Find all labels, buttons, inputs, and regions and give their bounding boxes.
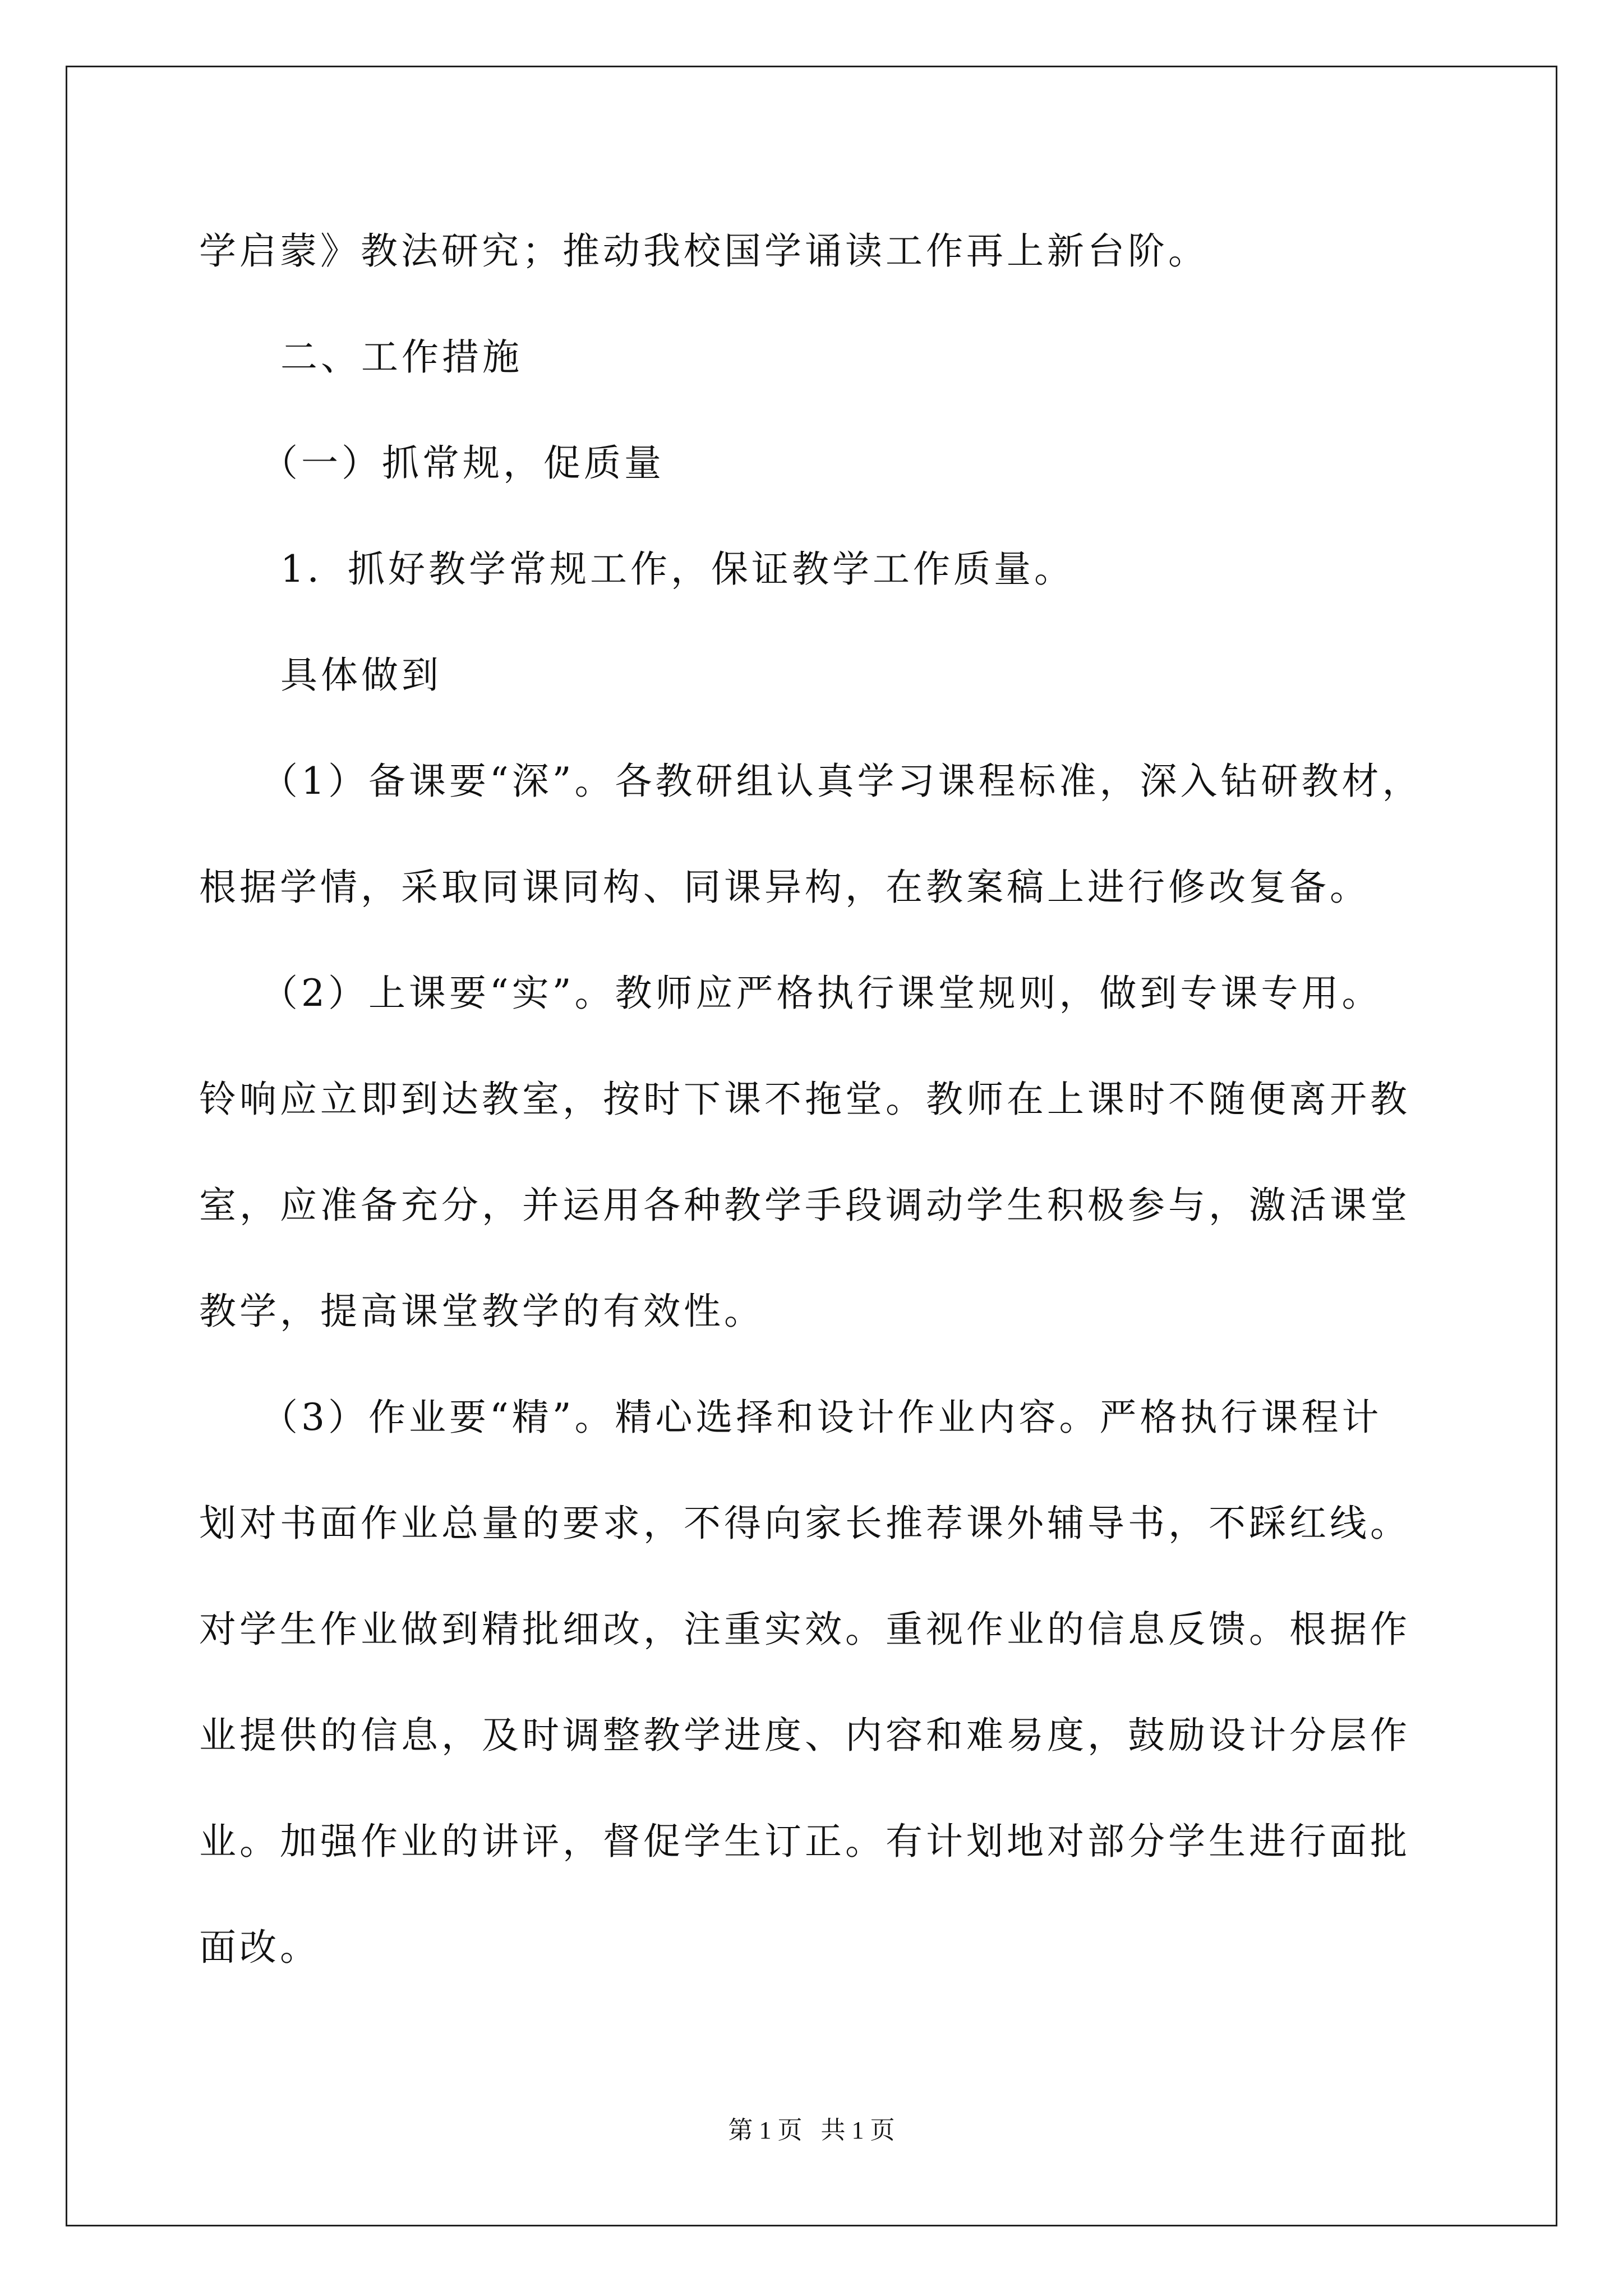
paragraph-line: （3）作业要“精”。精心选择和设计作业内容。严格执行课程计: [261, 1396, 1382, 1439]
page-border: [66, 66, 1557, 2226]
section-heading: 二、工作措施: [280, 335, 523, 379]
paragraph-line: 业提供的信息，及时调整教学进度、内容和难易度，鼓励设计分层作: [199, 1714, 1410, 1757]
numbered-item: 1．抓好教学常规工作，保证教学工作质量。: [280, 547, 1075, 591]
page-number-label: 第 1 页 共 1 页: [728, 2116, 895, 2144]
paragraph-line: 面改。: [199, 1926, 320, 1969]
subsection-heading: （一）抓常规，促质量: [261, 441, 665, 485]
paragraph-line: 对学生作业做到精批细改，注重实效。重视作业的信息反馈。根据作: [199, 1608, 1410, 1651]
paragraph-line: 根据学情，采取同课同构、同课异构，在教案稿上进行修改复备。: [199, 866, 1370, 909]
page-footer: [0, 2115, 1623, 2146]
paragraph-line: 具体做到: [280, 654, 442, 697]
paragraph-line: 业。加强作业的讲评，督促学生订正。有计划地对部分学生进行面批: [199, 1820, 1410, 1863]
paragraph-line: 划对书面作业总量的要求，不得向家长推荐课外辅导书，不踩红线。: [199, 1502, 1410, 1545]
paragraph-line: 铃响应立即到达教室，按时下课不拖堂。教师在上课时不随便离开教: [199, 1078, 1410, 1121]
paragraph-line: 学启蒙》教法研究；推动我校国学诵读工作再上新台阶。: [199, 229, 1209, 273]
paragraph-line: 室，应准备充分，并运用各种教学手段调动学生积极参与，激活课堂: [199, 1184, 1410, 1227]
paragraph-line: 教学，提高课堂教学的有效性。: [199, 1290, 764, 1333]
paragraph-line: （2）上课要“实”。教师应严格执行课堂规则，做到专课专用。: [261, 972, 1382, 1015]
paragraph-line: （1）备课要“深”。各教研组认真学习课程标准，深入钻研教材，: [261, 760, 1423, 803]
